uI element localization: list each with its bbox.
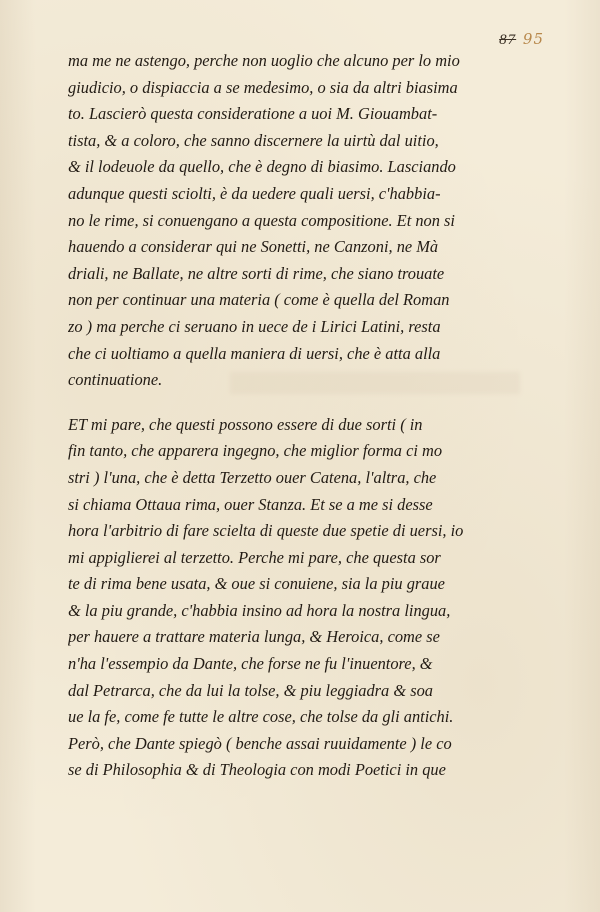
handwritten-page-number: 95 — [522, 30, 544, 48]
printed-page-number: 87 — [499, 32, 517, 48]
text-line: non per continuar una materia ( come è quella del Roman — [68, 290, 450, 310]
text-line: che ci uoltiamo a quella maniera di uersi, che è atta alla — [68, 343, 441, 363]
text-line: no le rime, si conuengano a questa compositione. Et non si — [68, 210, 455, 230]
text-line: n'ha l'essempio da Dante, che forse ne fu l'inuentore, & — [68, 654, 433, 674]
text-line: adunque questi sciolti, è da uedere quali uersi, c'habbia- — [68, 183, 441, 203]
text-line: per hauere a trattare materia lunga, & Heroica, come se — [68, 627, 440, 647]
text-line: zo ) ma perche ci seruano in uece de i Lirici Latini, resta — [68, 316, 441, 336]
text-line: & la piu grande, c'habbia insino ad hora la nostra lingua, — [68, 600, 451, 620]
text-line: giudicio, o dispiaccia a se medesimo, o sia da altri biasima — [68, 77, 458, 97]
text-line: dal Petrarca, che da lui la tolse, & piu leggiadra & soa — [68, 680, 433, 700]
text-line: fin tanto, che apparera ingegno, che miglior forma ci mo — [68, 441, 443, 461]
text-line: hauendo a considerar qui ne Sonetti, ne Canzoni, ne Mà — [68, 237, 439, 257]
paragraph-1 — [68, 48, 516, 394]
text-line: continuatione. — [68, 370, 163, 390]
text-line: tista, & a coloro, che sanno discernere la uirtù dal uitio, — [68, 130, 439, 150]
text-line: Però, che Dante spiegò ( benche assai ruuidamente ) le co — [68, 733, 452, 753]
text-line: ET mi pare, che questi possono essere di due sorti ( in — [68, 414, 423, 434]
text-line: stri ) l'una, che è detta Terzetto ouer Catena, l'altra, che — [68, 467, 437, 487]
text-line: ue la fe, come fe tutte le altre cose, che tolse da gli antichi. — [68, 707, 454, 727]
folio-number — [499, 30, 544, 49]
text-line: & il lodeuole da quello, che è degno di biasimo. Lasciando — [68, 157, 456, 177]
body-text — [68, 48, 516, 784]
text-line: hora l'arbitrio di fare scielta di queste due spetie di uersi, io — [68, 521, 464, 541]
text-line: to. Lascierò questa consideratione a uoi M. Giouambat- — [68, 104, 438, 124]
text-line: te di rima bene usata, & oue si conuiene, sia la piu graue — [68, 574, 445, 594]
paragraph-gap — [68, 394, 516, 412]
text-line: driali, ne Ballate, ne altre sorti di rime, che siano trouate — [68, 263, 445, 283]
text-line: se di Philosophia & di Theologia con modi Poetici in que — [68, 760, 446, 780]
text-line: ma me ne astengo, perche non uoglio che alcuno per lo mio — [68, 51, 460, 70]
text-line: mi appiglierei al terzetto. Perche mi pare, che questa sor — [68, 547, 441, 567]
paragraph-2 — [68, 412, 516, 784]
text-line: si chiama Ottaua rima, ouer Stanza. Et se a me si desse — [68, 494, 433, 514]
